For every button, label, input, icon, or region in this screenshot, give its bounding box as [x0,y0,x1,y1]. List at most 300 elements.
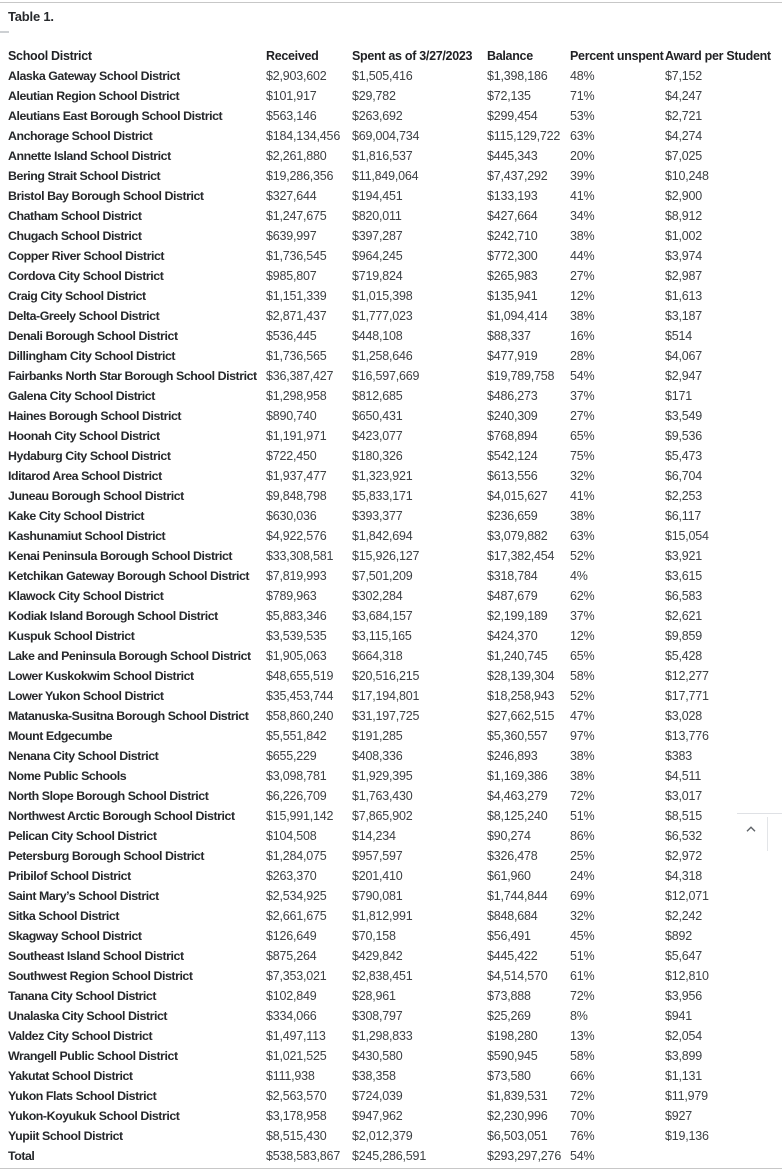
award-per-student-cell: $2,621 [665,609,703,623]
award-per-student-cell: $5,473 [665,449,703,463]
award-per-student-cell: $13,776 [665,729,709,743]
district-name-cell: Kodiak Island Borough School District [8,609,218,623]
spent-cell: $5,833,171 [352,489,413,503]
received-cell: $33,308,581 [266,549,334,563]
balance-cell: $236,659 [487,509,538,523]
balance-cell: $486,273 [487,389,538,403]
spent-cell: $201,410 [352,869,403,883]
table-row [0,1006,782,1026]
balance-cell: $115,129,722 [487,129,561,143]
spent-cell: $3,684,157 [352,609,413,623]
spent-cell: $1,816,537 [352,149,413,163]
award-per-student-cell: $12,810 [665,969,709,983]
balance-cell: $28,139,304 [487,669,555,683]
award-per-student-cell: $3,615 [665,569,703,583]
received-cell: $3,098,781 [266,769,327,783]
spent-cell: $393,377 [352,509,403,523]
table-row [0,686,782,706]
received-cell: $1,736,565 [266,349,327,363]
percent-unspent-cell: 51% [570,949,595,963]
column-header-school-district: School District [8,49,92,63]
received-cell: $334,066 [266,1009,317,1023]
table-row [0,886,782,906]
received-cell: $655,229 [266,749,317,763]
district-name-cell: Kashunamiut School District [8,529,166,543]
spent-cell: $28,961 [352,989,396,1003]
spent-cell: $245,286,591 [352,1149,427,1163]
balance-cell: $427,664 [487,209,538,223]
balance-cell: $246,893 [487,749,538,763]
percent-unspent-cell: 8% [570,1009,588,1023]
column-header-award-per-student: Award per Student [665,49,771,63]
spent-cell: $429,842 [352,949,403,963]
table-row [0,586,782,606]
balance-cell: $487,679 [487,589,538,603]
percent-unspent-cell: 32% [570,909,595,923]
award-per-student-cell: $171 [665,389,693,403]
table-row [0,66,782,86]
received-cell: $875,264 [266,949,317,963]
spent-cell: $2,012,379 [352,1129,413,1143]
top-divider [0,2,782,3]
award-per-student-cell: $892 [665,929,693,943]
award-per-student-cell: $1,131 [665,1069,703,1083]
table-row [0,866,782,886]
district-name-cell: Fairbanks North Star Borough School District [8,369,257,383]
spent-cell: $448,108 [352,329,403,343]
spent-cell: $423,077 [352,429,403,443]
table-row [0,486,782,506]
district-name-cell: Iditarod Area School District [8,469,162,483]
spent-cell: $1,777,023 [352,309,413,323]
district-name-cell: Lake and Peninsula Borough School District [8,649,251,663]
percent-unspent-cell: 4% [570,569,588,583]
percent-unspent-cell: 44% [570,249,595,263]
received-cell: $1,284,075 [266,849,327,863]
award-per-student-cell: $3,028 [665,709,703,723]
received-cell: $1,736,545 [266,249,327,263]
district-name-cell: Kuspuk School District [8,629,135,643]
spent-cell: $1,258,646 [352,349,413,363]
table-row [0,746,782,766]
received-cell: $4,922,576 [266,529,327,543]
received-cell: $101,917 [266,89,317,103]
received-cell: $7,353,021 [266,969,327,983]
percent-unspent-cell: 63% [570,529,595,543]
column-header-percent-unspent: Percent unspent [570,49,664,63]
district-name-cell: Galena City School District [8,389,155,403]
award-per-student-cell: $12,277 [665,669,709,683]
table-row [0,1106,782,1126]
district-name-cell: Wrangell Public School District [8,1049,178,1063]
received-cell: $104,508 [266,829,317,843]
received-cell: $1,937,477 [266,469,327,483]
table-row [0,266,782,286]
balance-cell: $4,514,570 [487,969,548,983]
table-row [0,986,782,1006]
table-row [0,1066,782,1086]
spent-cell: $430,580 [352,1049,403,1063]
spent-cell: $7,865,902 [352,809,413,823]
received-cell: $1,298,958 [266,389,327,403]
table-row [0,506,782,526]
award-per-student-cell: $2,253 [665,489,703,503]
balance-cell: $3,079,882 [487,529,548,543]
table-row [0,566,782,586]
balance-cell: $2,230,996 [487,1109,548,1123]
spent-cell: $1,763,430 [352,789,413,803]
received-cell: $2,871,437 [266,309,327,323]
award-per-student-cell: $941 [665,1009,693,1023]
spent-cell: $1,842,694 [352,529,413,543]
district-name-cell: Alaska Gateway School District [8,69,180,83]
balance-cell: $768,894 [487,429,538,443]
chevron-up-icon [745,825,757,833]
received-cell: $9,848,798 [266,489,327,503]
district-name-cell: Total [8,1149,35,1163]
percent-unspent-cell: 76% [570,1129,595,1143]
widget-divider [767,817,768,851]
received-cell: $8,515,430 [266,1129,327,1143]
received-cell: $1,497,113 [266,1029,326,1043]
table-row [0,526,782,546]
award-per-student-cell: $19,136 [665,1129,709,1143]
table-row [0,126,782,146]
spent-cell: $1,929,395 [352,769,413,783]
district-name-cell: Cordova City School District [8,269,164,283]
percent-unspent-cell: 39% [570,169,595,183]
district-name-cell: Ketchikan Gateway Borough School District [8,569,250,583]
received-cell: $7,819,993 [266,569,327,583]
district-name-cell: Matanuska-Susitna Borough School District [8,709,249,723]
received-cell: $1,151,339 [266,289,327,303]
spent-cell: $29,782 [352,89,396,103]
received-cell: $1,905,063 [266,649,327,663]
table-row [0,946,782,966]
district-name-cell: Aleutians East Borough School District [8,109,223,123]
district-name-cell: Haines Borough School District [8,409,182,423]
percent-unspent-cell: 52% [570,689,595,703]
received-cell: $1,191,971 [266,429,327,443]
table-row [0,426,782,446]
table-title: Table 1. [8,9,54,24]
scroll-top-button[interactable] [737,813,782,854]
spent-cell: $812,685 [352,389,403,403]
spent-cell: $16,597,669 [352,369,420,383]
received-cell: $6,226,709 [266,789,327,803]
district-name-cell: Hydaburg City School District [8,449,171,463]
spent-cell: $308,797 [352,1009,403,1023]
spent-cell: $397,287 [352,229,403,243]
award-per-student-cell: $9,536 [665,429,703,443]
received-cell: $2,534,925 [266,889,327,903]
spent-cell: $719,824 [352,269,403,283]
received-cell: $789,963 [266,589,317,603]
table-row [0,926,782,946]
table-row [0,666,782,686]
table-row [0,606,782,626]
balance-cell: $56,491 [487,929,531,943]
percent-unspent-cell: 24% [570,869,595,883]
table-row [0,1126,782,1146]
table-row [0,1026,782,1046]
award-per-student-cell: $3,187 [665,309,703,323]
percent-unspent-cell: 20% [570,149,595,163]
received-cell: $126,649 [266,929,317,943]
award-per-student-cell: $2,987 [665,269,703,283]
percent-unspent-cell: 38% [570,229,595,243]
table-row [0,846,782,866]
balance-cell: $8,125,240 [487,809,548,823]
spent-cell: $724,039 [352,1089,403,1103]
spent-cell: $11,849,064 [352,169,419,183]
balance-cell: $18,258,943 [487,689,555,703]
award-per-student-cell: $2,947 [665,369,703,383]
percent-unspent-cell: 61% [570,969,595,983]
district-name-cell: Craig City School District [8,289,146,303]
district-name-cell: Southwest Region School District [8,969,193,983]
award-per-student-cell: $11,979 [665,1089,708,1103]
percent-unspent-cell: 34% [570,209,595,223]
award-per-student-cell: $3,549 [665,409,703,423]
award-per-student-cell: $7,025 [665,149,703,163]
received-cell: $890,740 [266,409,317,423]
spent-cell: $408,336 [352,749,403,763]
received-cell: $3,178,958 [266,1109,327,1123]
district-name-cell: Denali Borough School District [8,329,178,343]
margin-tick [0,31,9,33]
percent-unspent-cell: 54% [570,1149,595,1163]
award-per-student-cell: $927 [665,1109,693,1123]
balance-cell: $293,297,276 [487,1149,562,1163]
district-name-cell: Anchorage School District [8,129,153,143]
balance-cell: $1,094,414 [487,309,548,323]
received-cell: $263,370 [266,869,317,883]
balance-cell: $445,343 [487,149,538,163]
spent-cell: $31,197,725 [352,709,420,723]
balance-cell: $1,398,186 [487,69,548,83]
received-cell: $5,551,842 [266,729,327,743]
received-cell: $327,644 [266,189,317,203]
balance-cell: $848,684 [487,909,538,923]
award-per-student-cell: $1,002 [665,229,703,243]
percent-unspent-cell: 41% [570,189,595,203]
award-per-student-cell: $17,771 [665,689,709,703]
table-row [0,346,782,366]
balance-cell: $613,556 [487,469,538,483]
table-row [0,646,782,666]
balance-cell: $135,941 [487,289,538,303]
spent-cell: $15,926,127 [352,549,420,563]
table-row [0,386,782,406]
spent-cell: $964,245 [352,249,403,263]
district-name-cell: Aleutian Region School District [8,89,180,103]
district-name-cell: Unalaska City School District [8,1009,168,1023]
table-row [0,166,782,186]
received-cell: $19,286,356 [266,169,334,183]
spent-cell: $38,358 [352,1069,396,1083]
district-name-cell: Lower Kuskokwim School District [8,669,194,683]
percent-unspent-cell: 54% [570,369,595,383]
table-row [0,286,782,306]
percent-unspent-cell: 41% [570,489,595,503]
percent-unspent-cell: 12% [570,289,595,303]
balance-cell: $7,437,292 [487,169,548,183]
spent-cell: $820,011 [352,209,402,223]
column-header-balance: Balance [487,49,533,63]
award-per-student-cell [657,1146,782,1166]
award-per-student-cell: $15,054 [665,529,709,543]
percent-unspent-cell: 51% [570,809,595,823]
received-cell: $985,807 [266,269,317,283]
table-row [0,906,782,926]
award-per-student-cell: $5,428 [665,649,703,663]
received-cell: $1,021,525 [266,1049,327,1063]
district-name-cell: Petersburg Borough School District [8,849,205,863]
table-row [0,446,782,466]
district-name-cell: Kenai Peninsula Borough School District [8,549,233,563]
balance-cell: $5,360,557 [487,729,548,743]
districts-table [0,46,782,1166]
district-name-cell: Dillingham City School District [8,349,176,363]
percent-unspent-cell: 12% [570,629,595,643]
award-per-student-cell: $5,647 [665,949,703,963]
balance-cell: $133,193 [487,189,538,203]
award-per-student-cell: $8,515 [665,809,703,823]
spent-cell: $302,284 [352,589,403,603]
received-cell: $538,583,867 [266,1149,341,1163]
spent-cell: $1,323,921 [352,469,413,483]
district-name-cell: Kake City School District [8,509,145,523]
column-header-spent: Spent as of 3/27/2023 [352,49,473,63]
percent-unspent-cell: 65% [570,429,595,443]
district-name-cell: Yupiit School District [8,1129,123,1143]
award-per-student-cell: $12,071 [665,889,709,903]
balance-cell: $1,240,745 [487,649,548,663]
balance-cell: $772,300 [487,249,538,263]
received-cell: $3,539,535 [266,629,327,643]
percent-unspent-cell: 72% [570,989,595,1003]
spent-cell: $1,298,833 [352,1029,413,1043]
header-row [0,46,782,66]
table-row [0,726,782,746]
balance-cell: $1,744,844 [487,889,548,903]
district-name-cell: Delta-Greely School District [8,309,160,323]
percent-unspent-cell: 53% [570,109,595,123]
percent-unspent-cell: 58% [570,669,595,683]
percent-unspent-cell: 71% [570,89,595,103]
received-cell: $102,849 [266,989,317,1003]
district-name-cell: Nome Public Schools [8,769,127,783]
district-name-cell: Hoonah City School District [8,429,160,443]
percent-unspent-cell: 28% [570,349,595,363]
district-name-cell: Yukon-Koyukuk School District [8,1109,180,1123]
district-name-cell: Skagway School District [8,929,142,943]
district-name-cell: Pribilof School District [8,869,131,883]
district-name-cell: Lower Yukon School District [8,689,164,703]
balance-cell: $73,580 [487,1069,531,1083]
spent-cell: $957,597 [352,849,403,863]
received-cell: $639,997 [266,229,317,243]
percent-unspent-cell: 38% [570,509,595,523]
balance-cell: $2,199,189 [487,609,548,623]
table-body [0,66,782,1166]
column-header-received: Received [266,49,319,63]
district-name-cell: Valdez City School District [8,1029,153,1043]
table-row [0,546,782,566]
spent-cell: $947,962 [352,1109,403,1123]
balance-cell: $318,784 [487,569,538,583]
percent-unspent-cell: 45% [570,929,595,943]
spent-cell: $1,505,416 [352,69,413,83]
table-row [0,226,782,246]
percent-unspent-cell: 13% [570,1029,595,1043]
award-per-student-cell: $1,613 [665,289,703,303]
balance-cell: $240,309 [487,409,538,423]
percent-unspent-cell: 16% [570,329,595,343]
district-name-cell: Pelican City School District [8,829,157,843]
balance-cell: $4,463,279 [487,789,548,803]
spent-cell: $17,194,801 [352,689,420,703]
spent-cell: $2,838,451 [352,969,413,983]
table-row [0,626,782,646]
percent-unspent-cell: 25% [570,849,595,863]
balance-cell: $1,169,386 [487,769,548,783]
percent-unspent-cell: 52% [570,549,595,563]
district-name-cell: Klawock City School District [8,589,164,603]
award-per-student-cell: $7,152 [665,69,703,83]
spent-cell: $20,516,215 [352,669,420,683]
district-name-cell: Northwest Arctic Borough School District [8,809,235,823]
table-row [0,766,782,786]
percent-unspent-cell: 63% [570,129,595,143]
received-cell: $563,146 [266,109,317,123]
received-cell: $58,860,240 [266,709,334,723]
award-per-student-cell: $9,859 [665,629,703,643]
balance-cell: $477,919 [487,349,538,363]
balance-cell: $4,015,627 [487,489,548,503]
received-cell: $1,247,675 [266,209,327,223]
award-per-student-cell: $3,956 [665,989,703,1003]
percent-unspent-cell: 32% [570,469,595,483]
table-row [0,146,782,166]
spent-cell: $1,015,398 [352,289,413,303]
received-cell: $15,991,142 [266,809,334,823]
table-row [0,186,782,206]
award-per-student-cell: $4,511 [665,769,702,783]
district-name-cell: Bering Strait School District [8,169,161,183]
table-row [0,366,782,386]
district-name-cell: Chugach School District [8,229,142,243]
balance-cell: $90,274 [487,829,531,843]
spent-cell: $7,501,209 [352,569,413,583]
award-per-student-cell: $3,017 [665,789,703,803]
award-per-student-cell: $4,318 [665,869,703,883]
award-per-student-cell: $4,274 [665,129,703,143]
balance-cell: $72,135 [487,89,531,103]
table-row [0,306,782,326]
percent-unspent-cell: 38% [570,309,595,323]
table-row [0,966,782,986]
balance-cell: $265,983 [487,269,538,283]
received-cell: $36,387,427 [266,369,334,383]
balance-cell: $17,382,454 [487,549,555,563]
spent-cell: $180,326 [352,449,403,463]
percent-unspent-cell: 70% [570,1109,595,1123]
award-per-student-cell: $2,900 [665,189,703,203]
percent-unspent-cell: 27% [570,409,595,423]
table-row [0,826,782,846]
